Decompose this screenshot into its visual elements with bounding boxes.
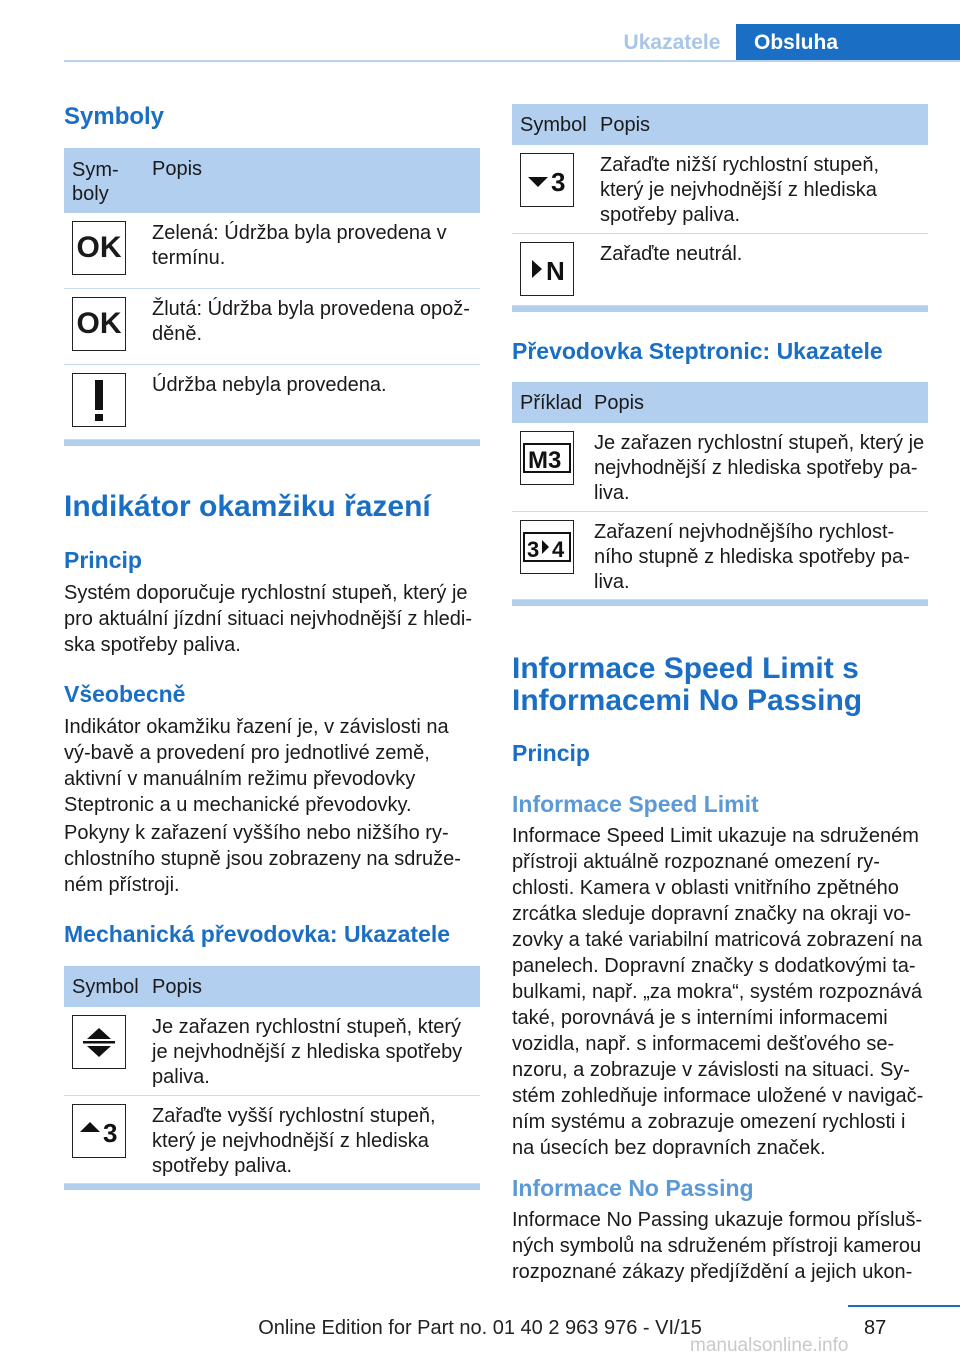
speed-limit-subtitle: Informace Speed Limit bbox=[512, 791, 759, 817]
m3-icon bbox=[520, 431, 574, 485]
svg-text:N: N bbox=[546, 256, 565, 284]
neutral-n-icon bbox=[520, 242, 574, 296]
no-passing-subtitle: Informace No Passing bbox=[512, 1175, 754, 1201]
table-row bbox=[64, 213, 480, 289]
row-text: Žlutá: Údržba byla provedena opož-děně. bbox=[152, 298, 470, 345]
header-tab-obsluha[interactable]: Obsluha bbox=[736, 24, 960, 62]
section-title-shift-indicator: Indikátor okamžiku řazení bbox=[64, 490, 431, 523]
3-to-4-icon bbox=[520, 520, 574, 574]
table-row bbox=[64, 365, 480, 440]
table-end-bar bbox=[64, 1184, 480, 1190]
table-header bbox=[512, 382, 928, 423]
mech-table-continued bbox=[512, 104, 928, 312]
vseobecne-title: Všeobecně bbox=[64, 681, 186, 707]
table-end-bar bbox=[512, 600, 928, 606]
col-example-header: Příklad bbox=[520, 392, 583, 414]
table-end-bar bbox=[64, 440, 480, 446]
up-down-arrows-icon bbox=[72, 1015, 126, 1069]
princip-title: Princip bbox=[64, 547, 142, 573]
steptronic-title: Převodovka Steptronic: Ukazatele bbox=[512, 338, 883, 364]
col-description-header: Popis bbox=[600, 114, 651, 136]
exclamation-icon bbox=[72, 373, 126, 427]
col-symbol-header: Symbol bbox=[520, 114, 587, 136]
steptronic-table bbox=[512, 382, 928, 606]
header-divider bbox=[64, 60, 960, 62]
no-passing-text: Informace No Passing ukazuje formou přísluš-ných symbolů na sdruženém přístroji kamerou rozpoznané zákazy předjíždění a jejich ukon- bbox=[512, 1209, 923, 1283]
vseobecne-text-2: Pokyny k zařazení vyššího nebo nižšího ry-chlostního stupně jsou zobrazeny na sdruže-ném přístroji. bbox=[64, 822, 461, 896]
symbols-title: Symboly bbox=[64, 103, 165, 130]
princip-title-right: Princip bbox=[512, 740, 590, 766]
vseobecne-text-1: Indikátor okamžiku řazení je, v závislosti na vý-bavě a provedení pro jednotlivé země, aktivní v manuálním režimu převodovky Steptronic a u mechanické převodovky. bbox=[64, 716, 449, 816]
row-text: Údržba nebyla provedena. bbox=[152, 374, 387, 396]
symbols-table bbox=[64, 148, 480, 446]
svg-text:M3: M3 bbox=[528, 447, 562, 474]
section-title-speed-limit: Informace Speed Limit s Informacemi No Passing bbox=[512, 652, 863, 717]
table-header bbox=[64, 148, 480, 213]
col-symbol-header: Symbol bbox=[72, 976, 139, 998]
table-row bbox=[512, 145, 928, 234]
col-description-header: Popis bbox=[594, 392, 645, 414]
watermark: manualsonline.info bbox=[690, 1335, 849, 1356]
col-description-header: Popis bbox=[152, 976, 203, 998]
svg-text:3: 3 bbox=[103, 1118, 118, 1146]
row-text: Zařaďte nižší rychlostní stupeň, který je nejvhodnější z hlediska spotřeby paliva. bbox=[600, 154, 880, 226]
table-row bbox=[64, 1007, 480, 1096]
ok-green-icon: OK bbox=[72, 221, 126, 275]
ok-yellow-icon: OK bbox=[72, 297, 126, 351]
table-row bbox=[64, 289, 480, 365]
row-text: Zařaďte vyšší rychlostní stupeň, který je nejvhodnější z hlediska spotřeby paliva. bbox=[152, 1105, 436, 1177]
mech-table bbox=[64, 966, 480, 1190]
table-row bbox=[64, 1096, 480, 1184]
princip-text: Systém doporučuje rychlostní stupeň, který je pro aktuální jízdní situaci nejvhodnější z hledi-ska spotřeby paliva. bbox=[64, 582, 473, 656]
page-number-line bbox=[848, 1305, 960, 1307]
svg-text:3: 3 bbox=[551, 167, 566, 195]
table-row bbox=[512, 234, 928, 306]
row-text: Zařaďte neutrál. bbox=[600, 243, 743, 265]
row-text: Je zařazen rychlostní stupeň, který je nejvhodnější z hlediska spotřeby paliva. bbox=[152, 1016, 463, 1088]
col-symbols-header: Sym- boly bbox=[72, 159, 119, 205]
svg-text:3: 3 bbox=[527, 537, 540, 562]
table-row bbox=[512, 512, 928, 600]
up-arrow-3-icon bbox=[72, 1104, 126, 1158]
table-header bbox=[512, 104, 928, 145]
speed-limit-text: Informace Speed Limit ukazuje na sdruženém přístroji aktuálně rozpoznané omezení ry-chlosti. Kamera v oblasti vnitřního zpětného zrcátka sleduje dopravní značky na okraji vo-zovky a také variabilní matricová zobrazení na panelech. Dopravní značky s dodatkovými ta-bulkami, např. „za mokra“, systém rozpoznává také, porovnává je s interními informacemi vozidla, např. s informacemi dešťového se-nzoru, a zobrazuje v závislosti na situaci. Sy-stém zohledňuje informace uložené v navigač-ním systému a zobrazuje omezení rychlosti i na úsecích bez dopravních značek. bbox=[512, 825, 924, 1159]
table-row bbox=[512, 423, 928, 512]
table-end-bar bbox=[512, 306, 928, 312]
table-header bbox=[64, 966, 480, 1007]
col-description-header: Popis bbox=[152, 158, 203, 180]
row-text: Zařazení nejvhodnějšího rychlost-ního stupně z hlediska spotřeby pa-liva. bbox=[594, 521, 910, 593]
footer-edition: Online Edition for Part no. 01 40 2 963 976 - VI/15 bbox=[258, 1317, 702, 1339]
header-tab-ukazatele[interactable]: Ukazatele bbox=[623, 31, 721, 54]
page-number: 87 bbox=[864, 1317, 887, 1339]
row-text: Je zařazen rychlostní stupeň, který je nejvhodnější z hlediska spotřeby pa-liva. bbox=[594, 432, 925, 504]
mech-title: Mechanická převodovka: Ukazatele bbox=[64, 921, 451, 947]
down-arrow-3-icon bbox=[520, 153, 574, 207]
svg-text:4: 4 bbox=[552, 537, 565, 562]
row-text: Zelená: Údržba byla provedena v termínu. bbox=[152, 222, 447, 269]
